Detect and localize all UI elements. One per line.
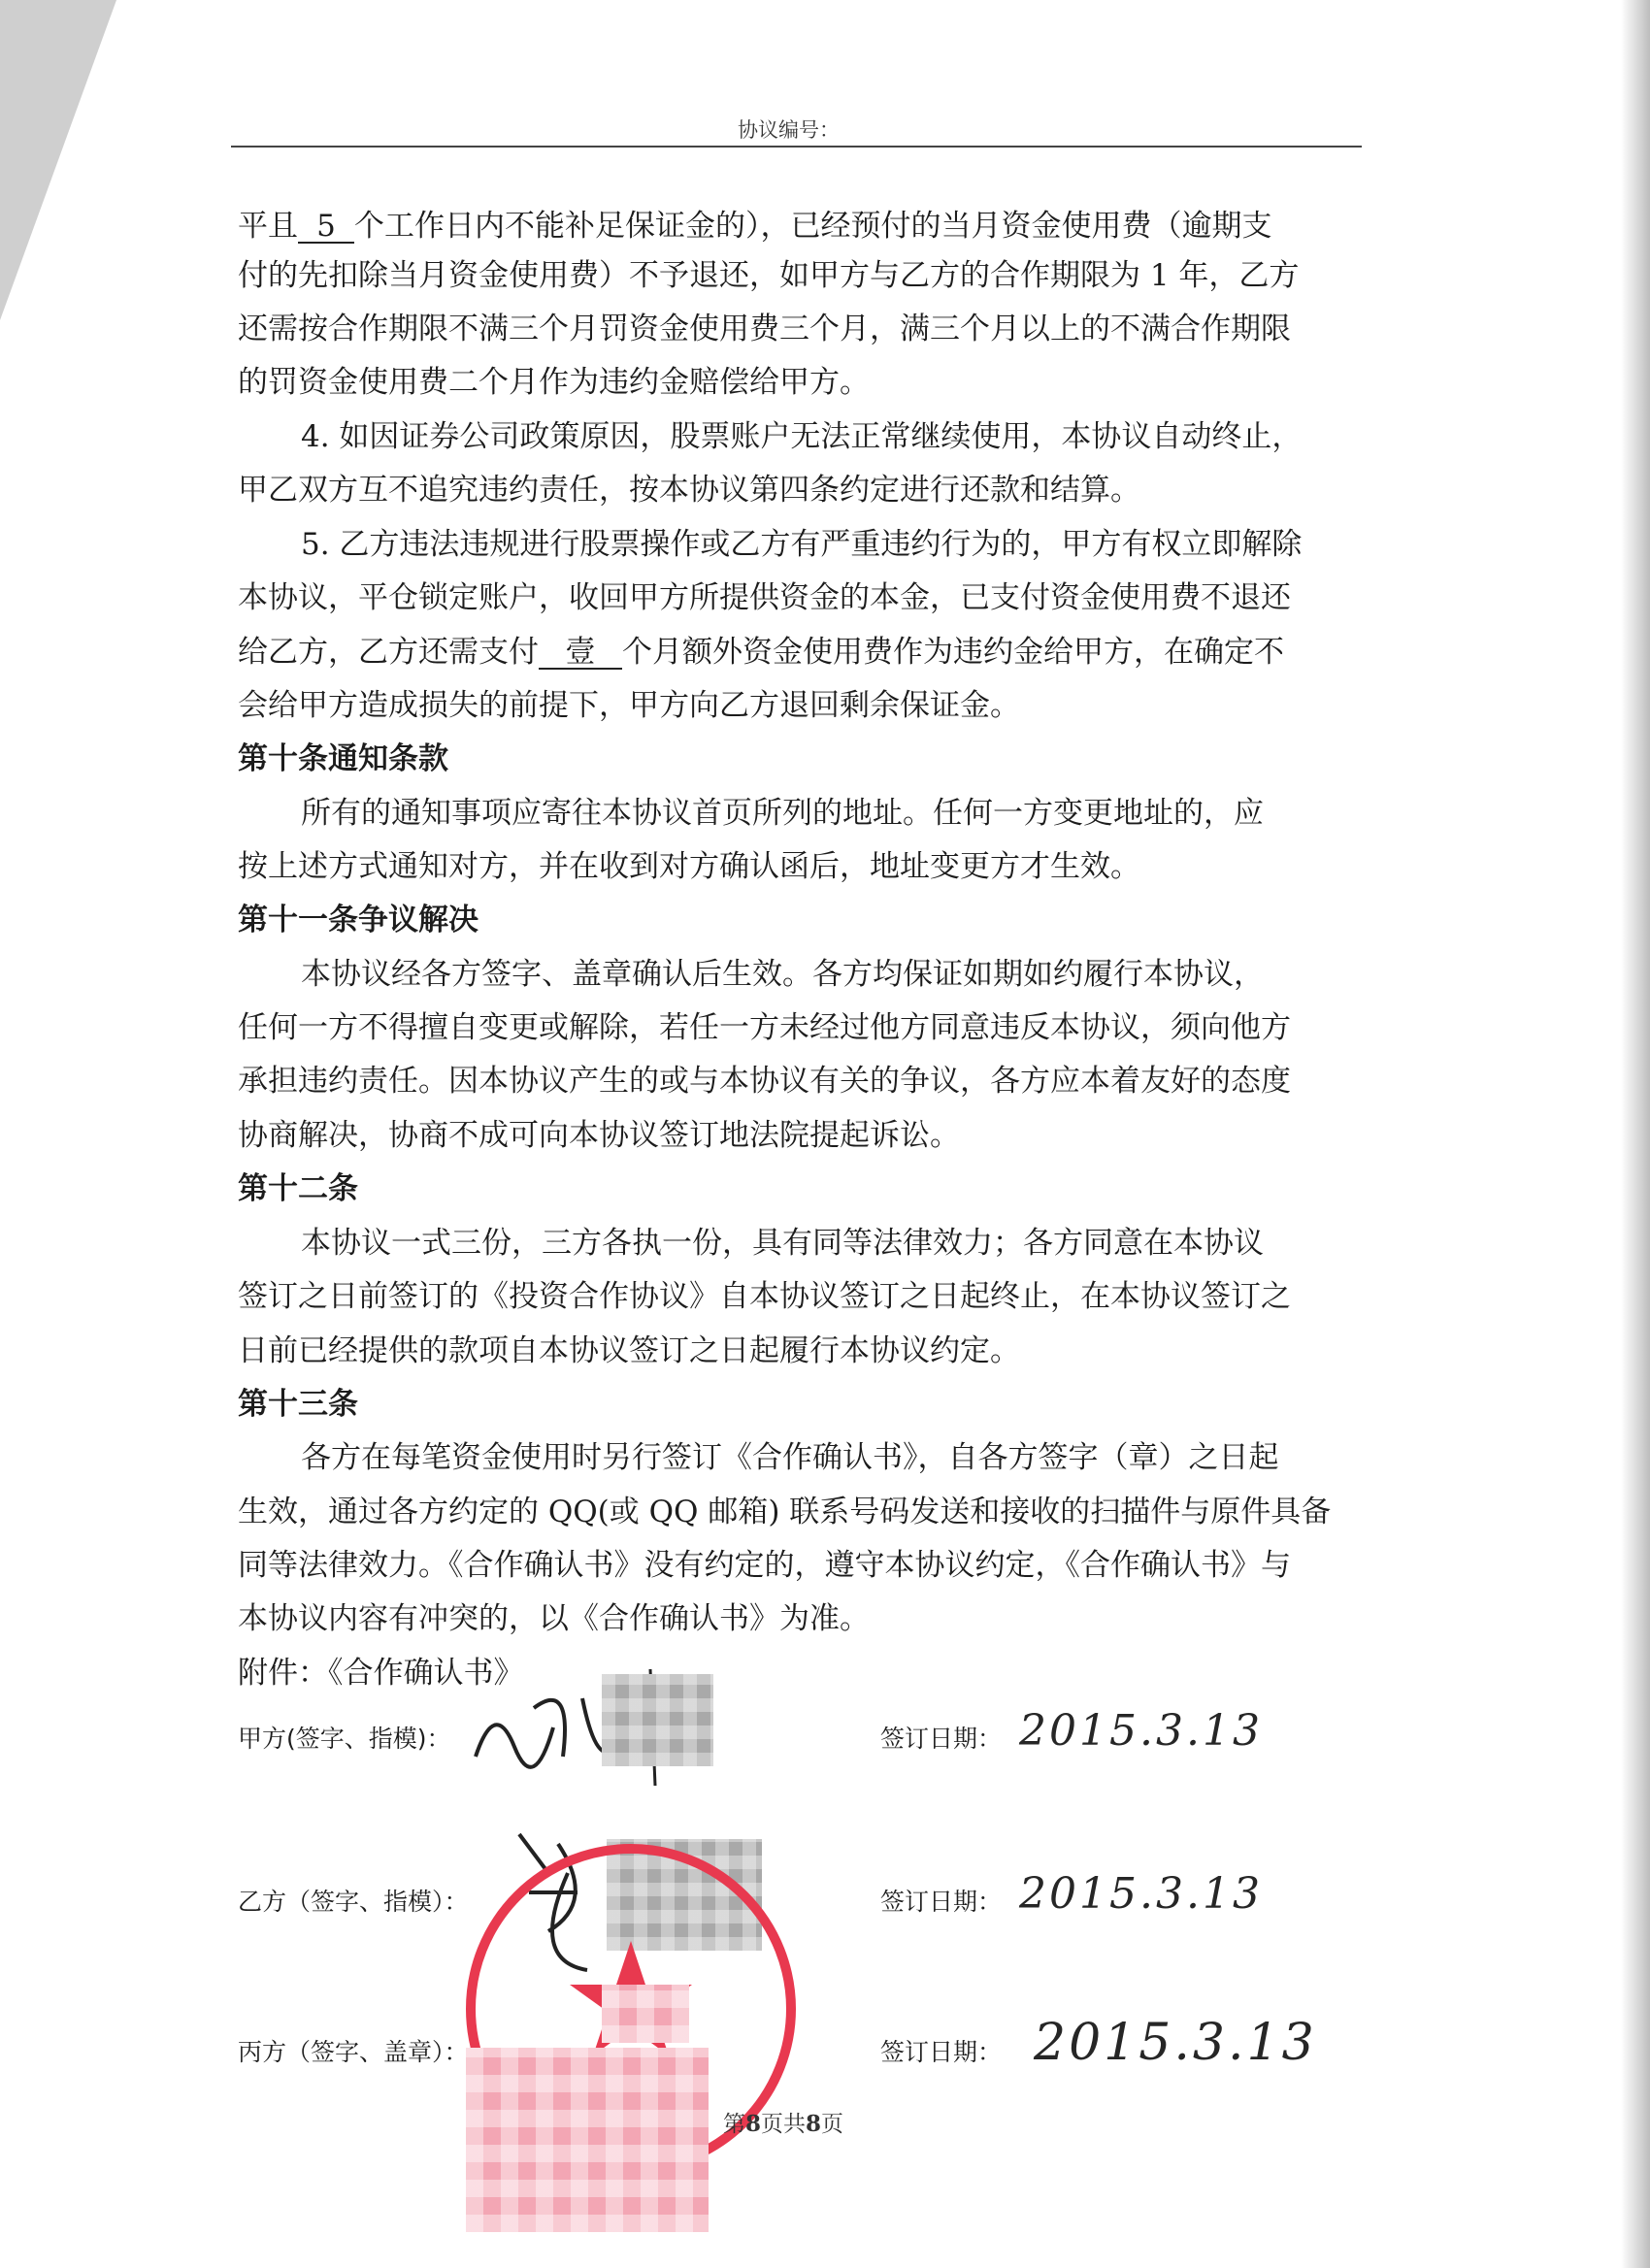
section-heading: 第十三条 [238, 1387, 358, 1422]
party-b-label: 乙方（签字、指模）： [238, 1888, 469, 1916]
redacted-seal-area [466, 2048, 709, 2232]
text-line: 承担违约责任。因本协议产生的或与本协议有关的争议，各方应本着友好的态度 [238, 1064, 1291, 1099]
party-b-date-label: 签订日期： [880, 1888, 1003, 1916]
text-line: 按上述方式通知对方，并在收到对方确认函后，地址变更方才生效。 [238, 849, 1140, 884]
text-line: 任何一方不得擅自变更或解除，若任一方未经过他方同意违反本协议，须向他方 [238, 1010, 1291, 1045]
text-line: 本协议经各方签字、盖章确认后生效。各方均保证如期如约履行本协议， [301, 957, 1264, 992]
text-line: 签订之日前签订的《投资合作协议》自本协议签订之日起终止，在本协议签订之 [238, 1279, 1291, 1314]
party-c-date: 2015.3.13 [1034, 2014, 1317, 2072]
text-line: 本协议内容有冲突的，以《合作确认书》为准。 [238, 1601, 870, 1636]
text-line: 所有的通知事项应寄往本协议首页所列的地址。任何一方变更地址的，应 [301, 796, 1264, 831]
scan-corner-shadow [0, 0, 116, 320]
text-line: 生效，通过各方约定的 QQ(或 QQ 邮箱) 联系号码发送和接收的扫描件与原件具备 [238, 1495, 1332, 1529]
scan-edge-shadow [1621, 0, 1650, 2268]
text-line: 还需按合作期限不满三个月罚资金使用费三个月，满三个月以上的不满合作期限 [238, 312, 1291, 346]
text-line: 会给甲方造成损失的前提下，甲方向乙方退回剩余保证金。 [238, 688, 1020, 723]
text-line: 付的先扣除当月资金使用费）不予退还，如甲方与乙方的合作期限为 1 年，乙方 [238, 258, 1300, 293]
section-heading: 第十二条 [238, 1171, 358, 1206]
party-c-label: 丙方（签字、盖章）： [238, 2038, 469, 2066]
party-b-date: 2015.3.13 [1019, 1869, 1263, 1919]
text-line: 5. 乙方违法违规进行股票操作或乙方有严重违约行为的，甲方有权立即解除 [301, 527, 1303, 562]
text-line: 4. 如因证券公司政策原因，股票账户无法正常继续使用，本协议自动终止， [301, 419, 1303, 454]
redacted-seal-area [602, 1985, 689, 2043]
text-line: 各方在每笔资金使用时另行签订《合作确认书》，自各方签字（章）之日起 [301, 1440, 1279, 1475]
section-heading: 第十条通知条款 [238, 741, 448, 776]
attachment-line: 附件：《合作确认书》 [238, 1656, 524, 1691]
text-line: 日前已经提供的款项自本协议签订之日起履行本协议约定。 [238, 1333, 1020, 1368]
header-rule [231, 146, 1362, 148]
party-a-date: 2015.3.13 [1019, 1706, 1263, 1756]
text-line: 同等法律效力。《合作确认书》没有约定的，遵守本协议约定，《合作确认书》与 [238, 1548, 1291, 1583]
text-line: 给乙方，乙方还需支付 壹 个月额外资金使用费作为违约金给甲方，在确定不 [238, 635, 1284, 670]
text-line: 平且 5 个工作日内不能补足保证金的），已经预付的当月资金使用费（逾期支 [238, 209, 1272, 244]
party-a-date-label: 签订日期： [880, 1725, 1003, 1753]
text-line: 本协议，平仓锁定账户，收回甲方所提供资金的本金，已支付资金使用费不退还 [238, 580, 1291, 615]
party-c-date-label: 签订日期： [880, 2038, 1003, 2066]
page-footer: 第8页共8页 [723, 2111, 844, 2137]
section-heading: 第十一条争议解决 [238, 903, 478, 937]
text-line: 协商解决，协商不成可向本协议签订地法院提起诉讼。 [238, 1118, 960, 1153]
text-line: 的罚资金使用费二个月作为违约金赔偿给甲方。 [238, 365, 870, 400]
redacted-name-a [602, 1674, 713, 1766]
agreement-number-label: 协议编号： [738, 118, 840, 142]
text-line: 甲乙双方互不追究违约责任，按本协议第四条约定进行还款和结算。 [238, 473, 1140, 508]
text-line: 本协议一式三份，三方各执一份，具有同等法律效力；各方同意在本协议 [301, 1226, 1264, 1261]
party-a-label: 甲方(签字、指模)： [238, 1725, 451, 1753]
